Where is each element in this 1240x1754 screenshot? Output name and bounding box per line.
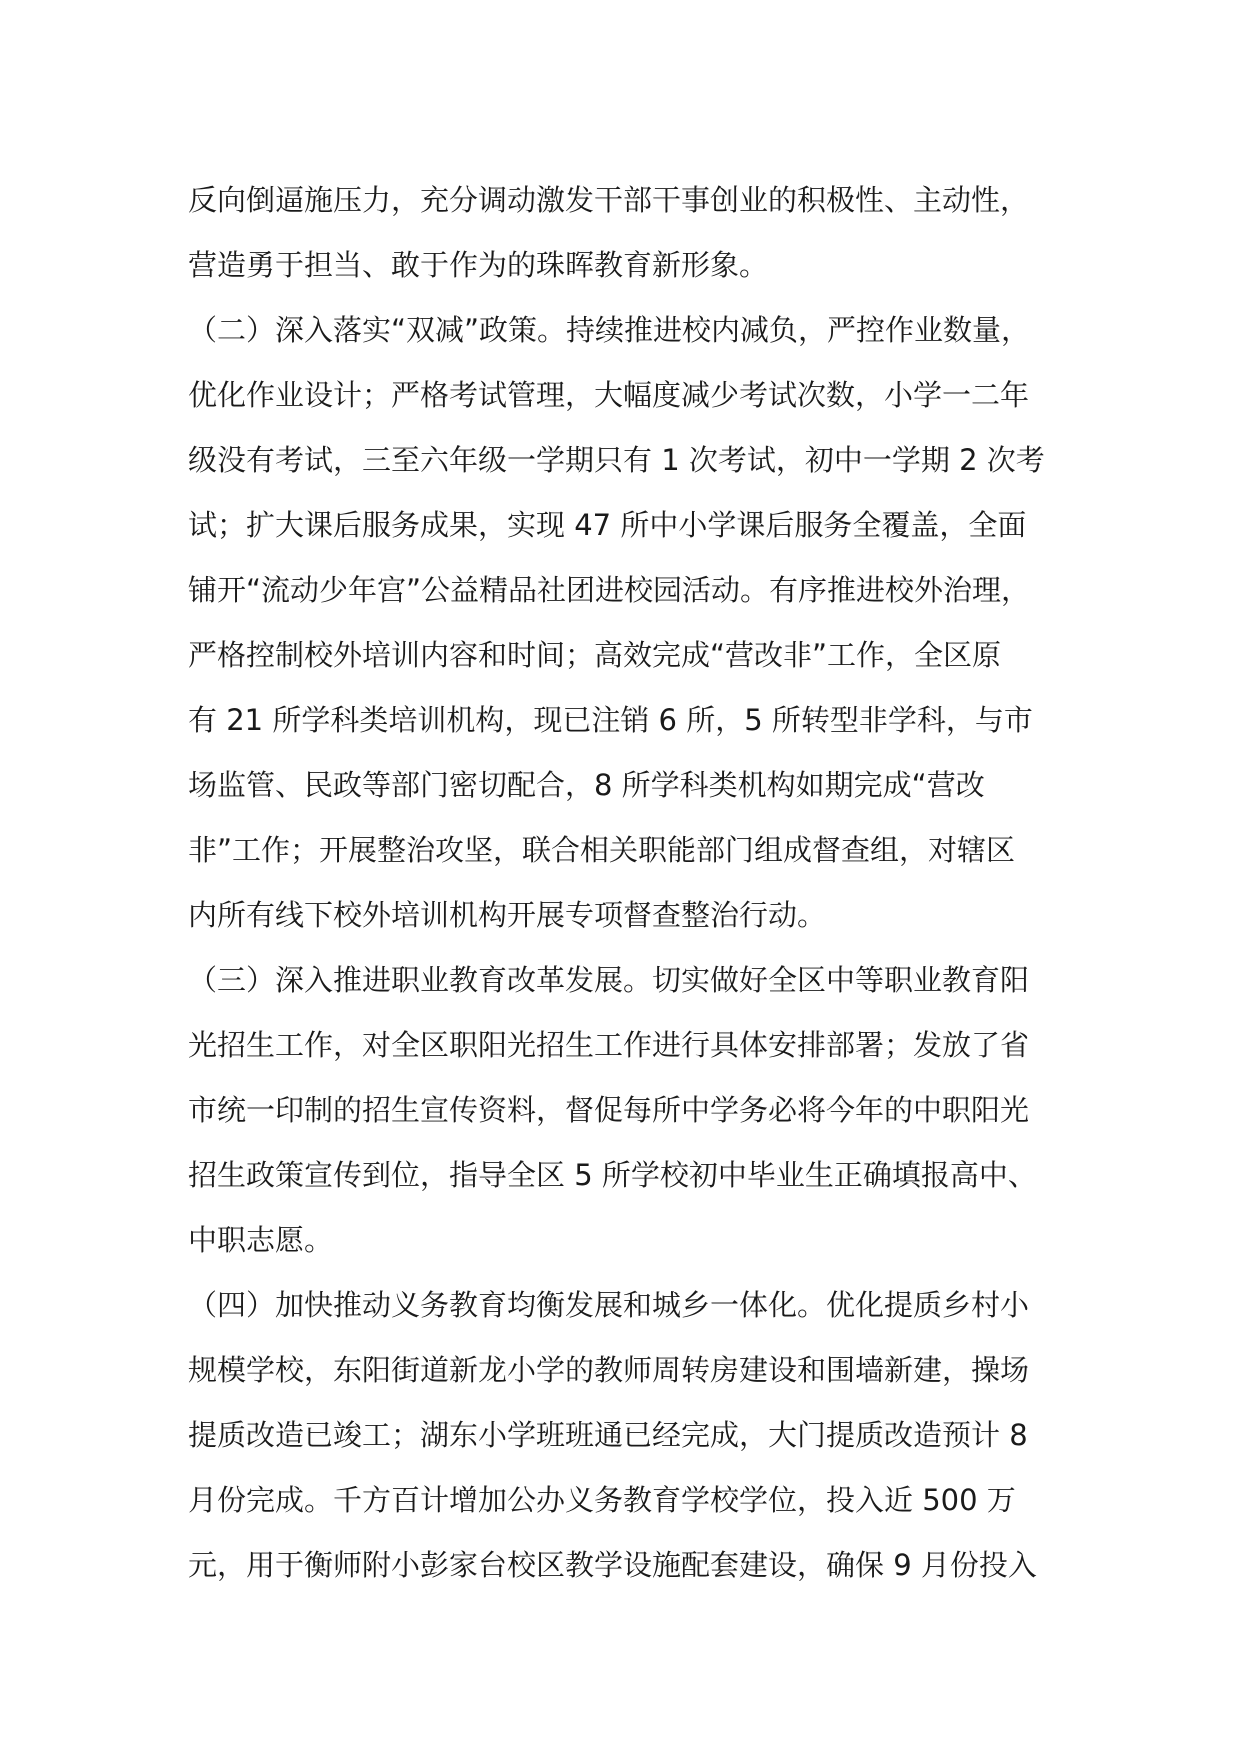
text-line: 有 21 所学科类培训机构，现已注销 6 所，5 所转型非学科，与市 bbox=[188, 703, 1033, 737]
text-line: 级没有考试，三至六年级一学期只有 1 次考试，初中一学期 2 次考 bbox=[188, 443, 1045, 477]
text-line: 元，用于衡师附小彭家台校区教学设施配套建设，确保 9 月份投入 bbox=[188, 1548, 1037, 1582]
text-line: 试；扩大课后服务成果，实现 47 所中小学课后服务全覆盖，全面 bbox=[188, 508, 1027, 542]
text-line: 营造勇于担当、敢于作为的珠晖教育新形象。 bbox=[188, 248, 769, 282]
section-heading-line: （三）深入推进职业教育改革发展。切实做好全区中等职业教育阳 bbox=[188, 963, 1030, 997]
text-line: 月份完成。千方百计增加公办义务教育学校学位，投入近 500 万 bbox=[188, 1483, 1016, 1517]
text-line: 招生政策宣传到位，指导全区 5 所学校初中毕业生正确填报高中、 bbox=[188, 1158, 1037, 1192]
section-heading-line: （二）深入落实“双减”政策。持续推进校内减负，严控作业数量， bbox=[188, 313, 1031, 347]
text-line: 非”工作；开展整治攻坚，联合相关职能部门组成督查组，对辖区 bbox=[188, 833, 1016, 867]
text-line: 优化作业设计；严格考试管理，大幅度减少考试次数，小学一二年 bbox=[188, 378, 1030, 412]
body-text bbox=[188, 168, 1088, 1598]
text-line: 光招生工作，对全区职阳光招生工作进行具体安排部署；发放了省 bbox=[188, 1028, 1030, 1062]
text-line: 市统一印制的招生宣传资料，督促每所中学务必将今年的中职阳光 bbox=[188, 1093, 1030, 1127]
text-line: 内所有线下校外培训机构开展专项督查整治行动。 bbox=[188, 898, 827, 932]
text-line: 规模学校，东阳街道新龙小学的教师周转房建设和围墙新建，操场 bbox=[188, 1353, 1030, 1387]
text-line: 铺开“流动少年宫”公益精品社团进校园活动。有序推进校外治理， bbox=[188, 573, 1031, 607]
text-line: 提质改造已竣工；湖东小学班班通已经完成，大门提质改造预计 8 bbox=[188, 1418, 1028, 1452]
text-line: 中职志愿。 bbox=[188, 1223, 334, 1257]
text-line: 严格控制校外培训内容和时间；高效完成“营改非”工作，全区原 bbox=[188, 638, 1002, 672]
section-heading-line: （四）加快推动义务教育均衡发展和城乡一体化。优化提质乡村小 bbox=[188, 1288, 1030, 1322]
text-line: 反向倒逼施压力，充分调动激发干部干事创业的积极性、主动性， bbox=[188, 183, 1030, 217]
text-line: 场监管、民政等部门密切配合，8 所学科类机构如期完成“营改 bbox=[188, 768, 985, 802]
